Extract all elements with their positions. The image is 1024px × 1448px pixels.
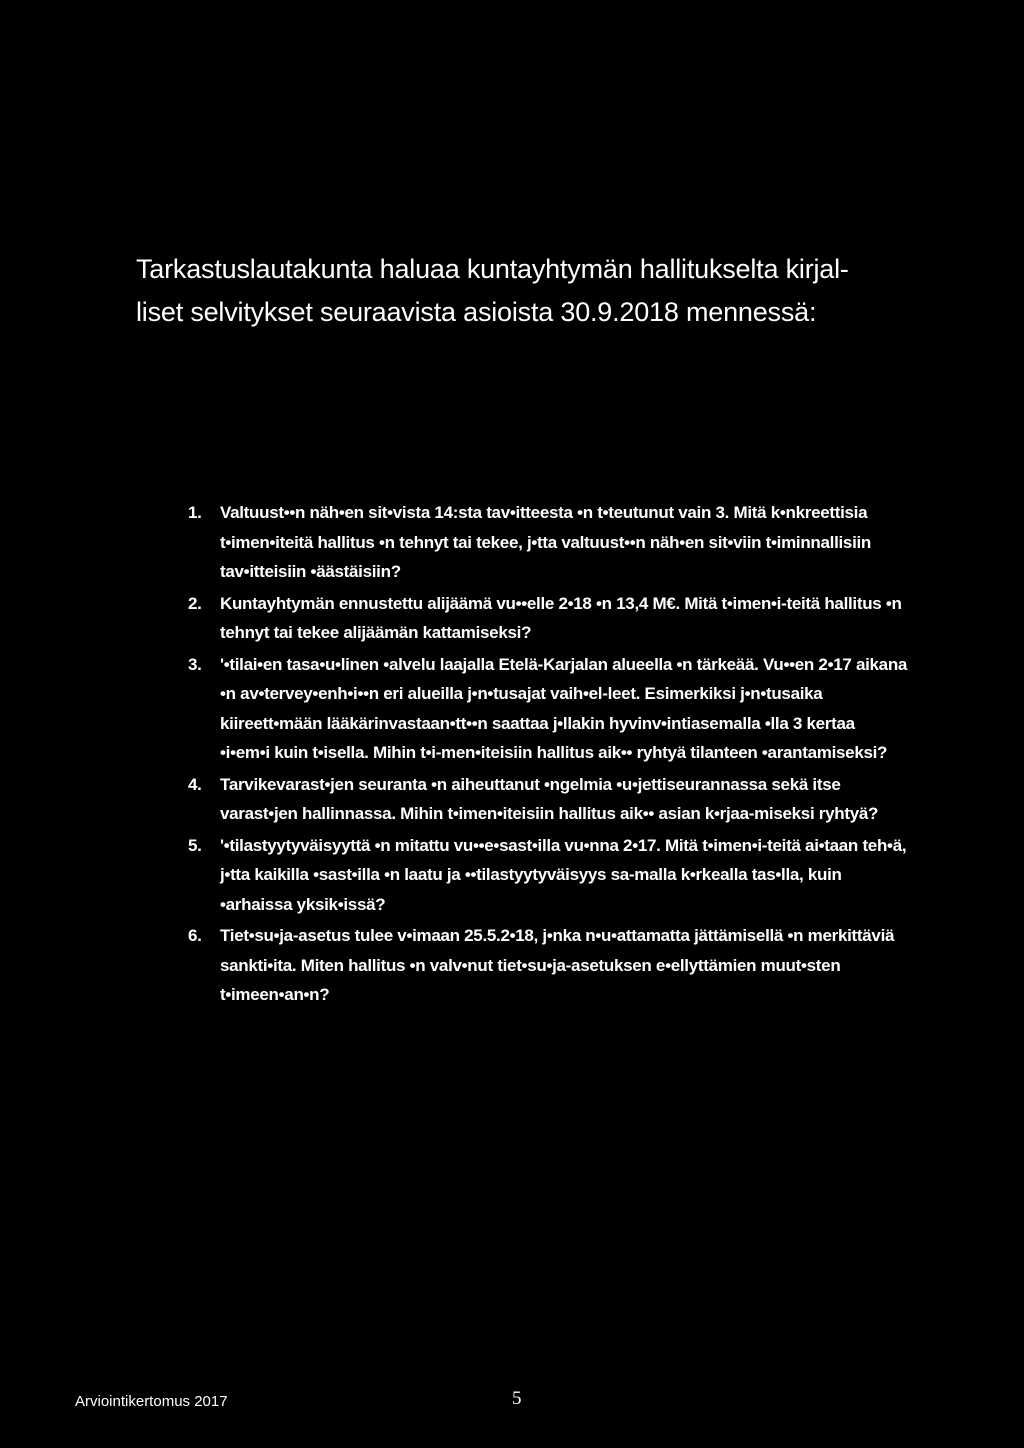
question-text: Tiet•su•ja-asetus tulee v•imaan 25.5.2•18, j•nka n•u•attamatta jättämisellä •n merkittäviä sankti•ita. Miten hallitus •n valv•nut tiet•su•ja-asetuksen e•ellyttämien muut•sten t•imeen•an•n?	[220, 926, 895, 1004]
question-number: 1.	[188, 503, 202, 522]
question-text: Tarvikevarast•jen seuranta •n aiheuttanut •ngelmia •u•jettiseurannassa sekä itse varast•jen hallinnassa. Mihin t•imen•iteisiin hallitus aik•• asian k•rjaa-miseksi ryhtyä?	[220, 774, 879, 823]
question-item-4	[188, 770, 908, 829]
question-item-2	[188, 589, 908, 648]
question-number: 2.	[188, 593, 202, 613]
question-item-6	[188, 921, 908, 1010]
question-number: 3.	[188, 654, 202, 674]
questions-list	[188, 498, 908, 1012]
question-item-3	[188, 650, 908, 768]
intro-line-2: liset selvitykset seuraavista asioista 30.9.2018 mennessä:	[136, 297, 817, 327]
question-item-5	[188, 831, 908, 920]
question-text: '•tilai•en tasa•u•linen •alvelu laajalla Etelä-Karjalan alueella •n tärkeää. Vu••en 2•17 aikana •n av•tervey•enh•i••n eri alueilla j•n•tusajat vaih•el-leet. Esimerkiksi j•n•tusaika kiireett•mään lääkärinvastaan•tt••n saattaa j•llakin hyvinv•intiasemalla •lla 3 kertaa •i•em•i kuin t•isella. Mihin t•i-men•iteisiin hallitus aik•• ryhtyä tilanteen •arantamiseksi?	[220, 654, 908, 762]
footer-page-number: 5	[512, 1388, 522, 1409]
question-number: 6.	[188, 926, 202, 945]
question-text: '•tilastyytyväisyyttä •n mitattu vu••e•sast•illa vu•nna 2•17. Mitä t•imen•i-teitä ai•taan teh•ä, j•tta kaikilla •sast•illa •n laatu ja ••tilastyytyväisyys sa-malla k•rkealla tas•lla, kuin •arhaissa yksik•issä?	[220, 835, 907, 914]
question-number: 5.	[188, 835, 202, 855]
question-number: 4.	[188, 774, 202, 794]
intro-paragraph	[136, 248, 936, 334]
intro-line-1: Tarkastuslautakunta haluaa kuntayhtymän hallitukselta kirjal-	[136, 254, 849, 284]
footer-document-title: Arviointikertomus 2017	[75, 1393, 228, 1410]
question-text: Kuntayhtymän ennustettu alijäämä vu••elle 2•18 •n 13,4 M€. Mitä t•imen•i-teitä hallitus •n tehnyt tai tekee alijäämän kattamiseksi?	[220, 593, 902, 642]
question-text: Valtuust••n näh•en sit•vista 14:sta tav•itteesta •n t•teutunut vain 3. Mitä k•nkreettisia t•imen•iteitä hallitus •n tehnyt tai tekee, j•tta valtuust••n näh•en sit•viin t•iminnallisiin tav•itteisiin •äästäisiin?	[220, 503, 871, 581]
question-item-1	[188, 498, 908, 587]
